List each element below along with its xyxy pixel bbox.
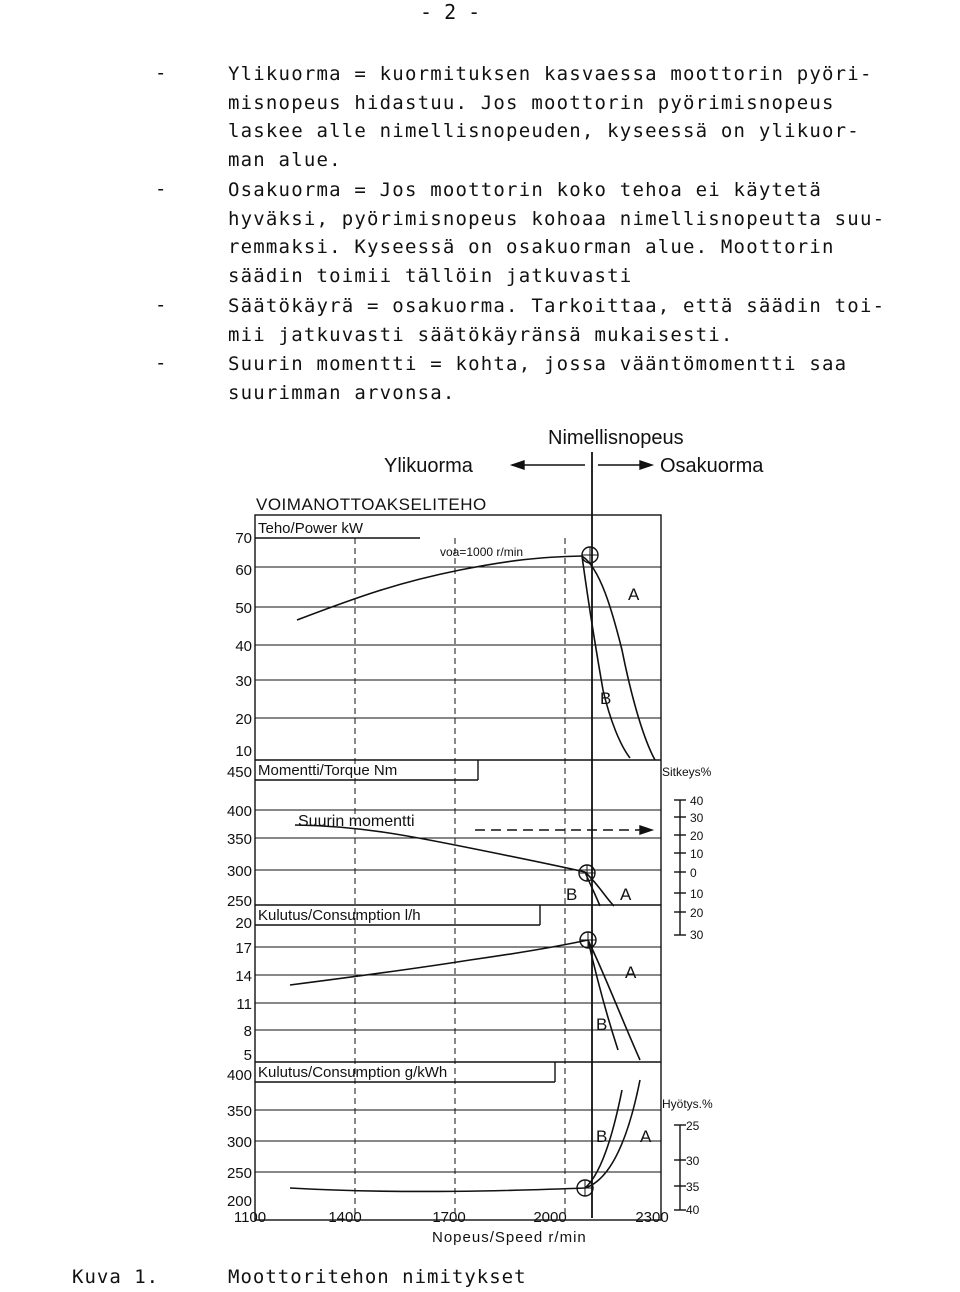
- text-line: Säätökäyrä = osakuorma. Tarkoittaa, että säädin toi-: [228, 295, 886, 317]
- dash-3: -: [155, 294, 167, 316]
- text-line: misnopeus hidastuu. Jos moottorin pyörimisnopeus: [228, 91, 835, 114]
- torque-tick: 350: [226, 831, 252, 848]
- panel-torque-label: Momentti/Torque Nm: [258, 762, 398, 779]
- lh-tick: 8: [243, 1023, 252, 1040]
- torque-tick: 450: [226, 764, 252, 781]
- sitkeys-title: Sitkeys%: [662, 765, 712, 779]
- power-tick: 30: [235, 673, 252, 690]
- x-tick: 1700: [432, 1209, 466, 1226]
- text-line: mii jatkuvasti säätökäyränsä mukaisesti.: [228, 323, 734, 346]
- dash-2: -: [155, 178, 167, 200]
- torque-label-A: A: [620, 885, 632, 904]
- text-line: Suurin momentti = kohta, jossa vääntömomentti saa: [228, 353, 848, 375]
- torque-tick: 250: [226, 893, 252, 910]
- torque-tick: 400: [226, 803, 252, 820]
- text-line: man alue.: [228, 148, 342, 171]
- figure-title: VOIMANOTTOAKSELITEHO: [256, 495, 487, 514]
- gkwh-tick: 400: [226, 1067, 252, 1084]
- ylikuorma-label: Ylikuorma: [384, 455, 473, 477]
- gkwh-tick: 250: [226, 1165, 252, 1182]
- text-line: laskee alle nimellisnopeuden, kyseessä on ylikuor-: [228, 120, 860, 143]
- power-tick: 70: [235, 530, 252, 547]
- sitkeys-tick: 10: [690, 887, 704, 901]
- dash-1: -: [155, 62, 167, 84]
- lh-tick: 20: [235, 915, 252, 932]
- sitkeys-tick: 30: [690, 811, 704, 825]
- x-tick: 2000: [533, 1209, 567, 1226]
- gkwh-tick: 350: [226, 1103, 252, 1120]
- panel-cons-lh-label: Kulutus/Consumption l/h: [258, 907, 421, 924]
- gkwh-tick: 300: [226, 1134, 252, 1151]
- sitkeys-tick: 20: [690, 829, 704, 843]
- x-tick: 1100: [233, 1209, 267, 1226]
- lh-label-B: B: [596, 1015, 608, 1034]
- sitkeys-tick: 0: [690, 866, 697, 880]
- gkwh-label-A: A: [640, 1127, 652, 1146]
- osakuorma-label: Osakuorma: [660, 455, 764, 477]
- text-line: Osakuorma = Jos moottorin koko tehoa ei käytetä: [228, 179, 823, 201]
- x-axis-label: Nopeus/Speed r/min: [432, 1229, 587, 1246]
- x-tick: 1400: [328, 1209, 362, 1226]
- text-line: säädin toimii tällöin jatkuvasti: [228, 264, 633, 287]
- torque-label-B: B: [566, 885, 578, 904]
- power-label-A: A: [628, 585, 640, 604]
- power-tick: 60: [235, 562, 252, 579]
- text-line: remmaksi. Kyseessä on osakuorman alue. Moottorin: [228, 236, 835, 259]
- sitkeys-tick: 20: [690, 906, 704, 920]
- power-label-B: B: [600, 689, 612, 708]
- panel-power-label: Teho/Power kW: [258, 520, 364, 537]
- x-tick: 2300: [635, 1209, 669, 1226]
- sitkeys-tick: 30: [690, 928, 704, 942]
- power-tick: 20: [235, 711, 252, 728]
- text-line: hyväksi, pyörimisnopeus kohoaa nimellisnopeutta suu-: [228, 207, 886, 230]
- text-line: Ylikuorma = kuormituksen kasvaessa moottorin pyöri-: [228, 63, 873, 85]
- power-tick: 40: [235, 638, 252, 655]
- panel-cons-gkwh-label: Kulutus/Consumption g/kWh: [258, 1064, 448, 1081]
- suurin-momentti-label: Suurin momentti: [298, 813, 415, 830]
- power-tick: 50: [235, 600, 252, 617]
- lh-tick: 14: [235, 968, 252, 985]
- hyotys-tick: 40: [686, 1203, 700, 1217]
- figure-label: Kuva 1.: [72, 1266, 160, 1288]
- page-number: - 2 -: [420, 0, 481, 24]
- hyotys-tick: 25: [686, 1119, 700, 1133]
- vo-label: voa=1000 r/min: [440, 545, 524, 559]
- power-tick: 10: [235, 743, 252, 760]
- lh-tick: 17: [235, 940, 252, 957]
- figure-caption: Moottoritehon nimitykset: [228, 1266, 527, 1288]
- lh-tick: 11: [236, 996, 252, 1013]
- hyotys-tick: 35: [686, 1180, 700, 1194]
- dash-4: -: [155, 352, 167, 374]
- lh-tick: 5: [243, 1047, 252, 1064]
- sitkeys-tick: 10: [690, 847, 704, 861]
- gkwh-tick: 200: [226, 1193, 252, 1210]
- text-line: suurimman arvonsa.: [228, 381, 456, 404]
- hyotys-tick: 30: [686, 1154, 700, 1168]
- gkwh-label-B: B: [596, 1127, 608, 1146]
- hyotys-title: Hyötys.%: [662, 1097, 713, 1111]
- lh-label-A: A: [625, 963, 637, 982]
- nimellisnopeus-label: Nimellisnopeus: [548, 427, 684, 449]
- torque-tick: 300: [226, 863, 252, 880]
- sitkeys-tick: 40: [690, 794, 704, 808]
